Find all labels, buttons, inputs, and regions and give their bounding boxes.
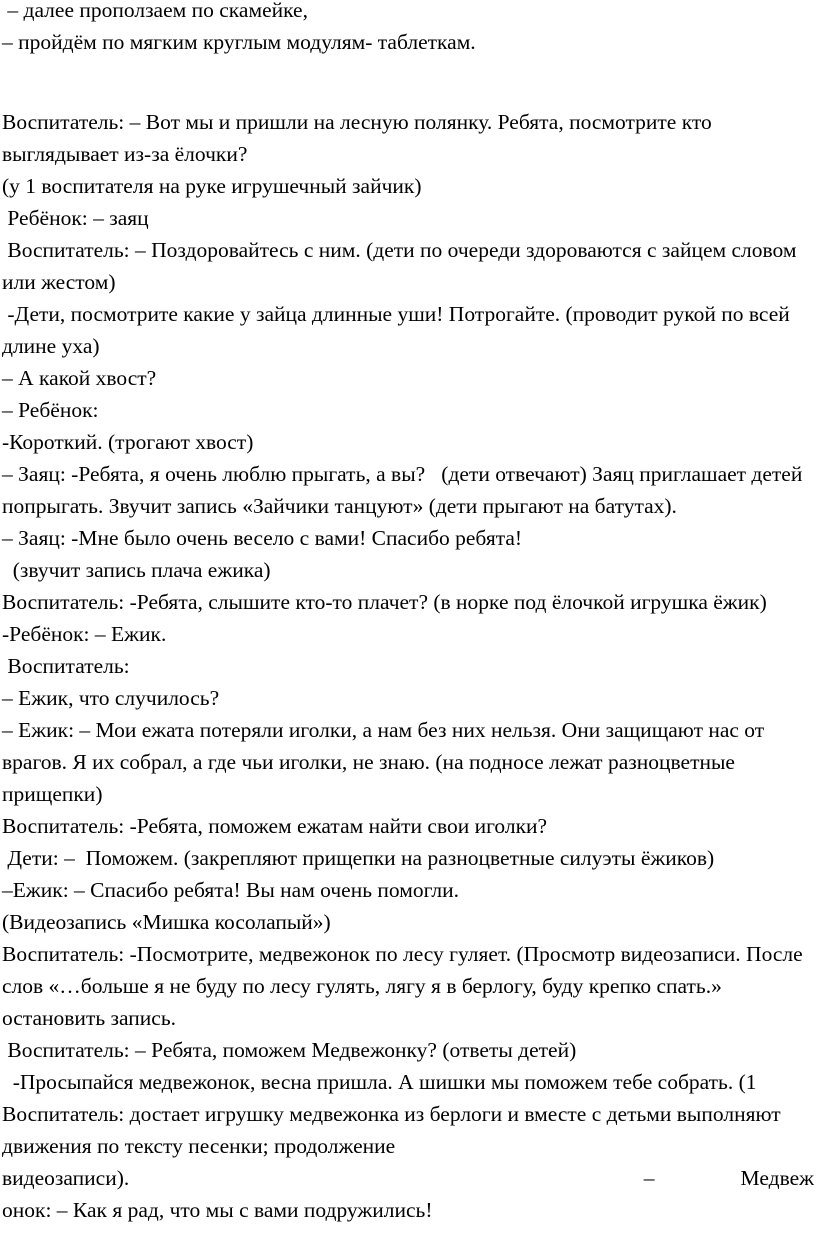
paragraph: Дети: – Поможем. (закрепляют прищепки на разноцветные силуэты ёжиков) — [2, 846, 715, 870]
line-left-text: видеозаписи). — [2, 1166, 130, 1190]
paragraph: -Короткий. (трогают хвост) — [2, 430, 254, 454]
paragraph: – Ежик: – Мои ежата потеряли иголки, а нам без них нельзя. Они защищают нас от врагов. Я их собрал, а где чьи иголки, не знаю. (на подносе лежат разноцветные прищепки) — [2, 718, 770, 806]
justified-line — [2, 1162, 814, 1194]
paragraph: – Ребёнок: — [2, 398, 99, 422]
paragraph: -Ребёнок: – Ежик. — [2, 622, 167, 646]
paragraph: -Дети, посмотрите какие у зайца длинные уши! Потрогайте. (проводит рукой по всей длине уха) — [2, 302, 796, 358]
paragraph: – Заяц: -Мне было очень весело с вами! Спасибо ребята! — [2, 526, 523, 550]
paragraph: Воспитатель: -Ребята, поможем ежатам найти свои иголки? — [2, 814, 548, 838]
paragraph: (у 1 воспитателя на руке игрушечный зайчик) — [2, 174, 422, 198]
text-line-2: – пройдём по мягким круглым модулям- таблеткам. — [2, 30, 476, 54]
paragraph: Воспитатель: – Ребята, поможем Медвежонку? (ответы детей) — [2, 1038, 577, 1062]
paragraph: Воспитатель: – Поздоровайтесь с ним. (дети по очереди здороваются с зайцем словом или жестом) — [2, 238, 802, 294]
paragraph: –Ежик: – Спасибо ребята! Вы нам очень помогли. — [2, 878, 459, 902]
line-right-text: Медвеж — [740, 1166, 814, 1190]
line-dash: – — [643, 1166, 655, 1190]
paragraph: (звучит запись плача ежика) — [2, 558, 271, 582]
paragraph: – Ежик, что случилось? — [2, 686, 220, 710]
paragraph: Воспитатель: -Посмотрите, медвежонок по лесу гуляет. (Просмотр видеозаписи. После слов «…больше я не буду по лесу гулять, лягу я в берлогу, буду крепко спать.» остановить запись. — [2, 942, 809, 1030]
paragraph-last: онок: – Как я рад, что мы с вами подружились! — [2, 1198, 433, 1222]
paragraph: Воспитатель: – Вот мы и пришли на лесную полянку. Ребята, посмотрите кто выглядывает из-за ёлочки? — [2, 110, 718, 166]
line-right-group — [644, 1162, 814, 1194]
text-line-1: – далее проползаем по скамейке, — [2, 0, 308, 22]
paragraph: -Просыпайся медвежонок, весна пришла. А шишки мы поможем тебе собрать. (1 Воспитатель: достает игрушку медвежонка из берлоги и вместе с детьми выполняют движения по тексту песенки; продолжение — [2, 1070, 787, 1158]
paragraph: Воспитатель: — [2, 654, 130, 678]
paragraph: (Видеозапись «Мишка косолапый») — [2, 910, 331, 934]
paragraph: Воспитатель: -Ребята, слышите кто-то плачет? (в норке под ёлочкой игрушка ёжик) — [2, 590, 767, 614]
paragraph: – А какой хвост? — [2, 366, 157, 390]
blank-line — [2, 58, 814, 106]
paragraph: Ребёнок: – заяц — [2, 206, 149, 230]
paragraph: – Заяц: -Ребята, я очень люблю прыгать, а вы? (дети отвечают) Заяц приглашает детей попрыгать. Звучит запись «Зайчики танцуют» (дети прыгают на батутах). — [2, 462, 808, 518]
